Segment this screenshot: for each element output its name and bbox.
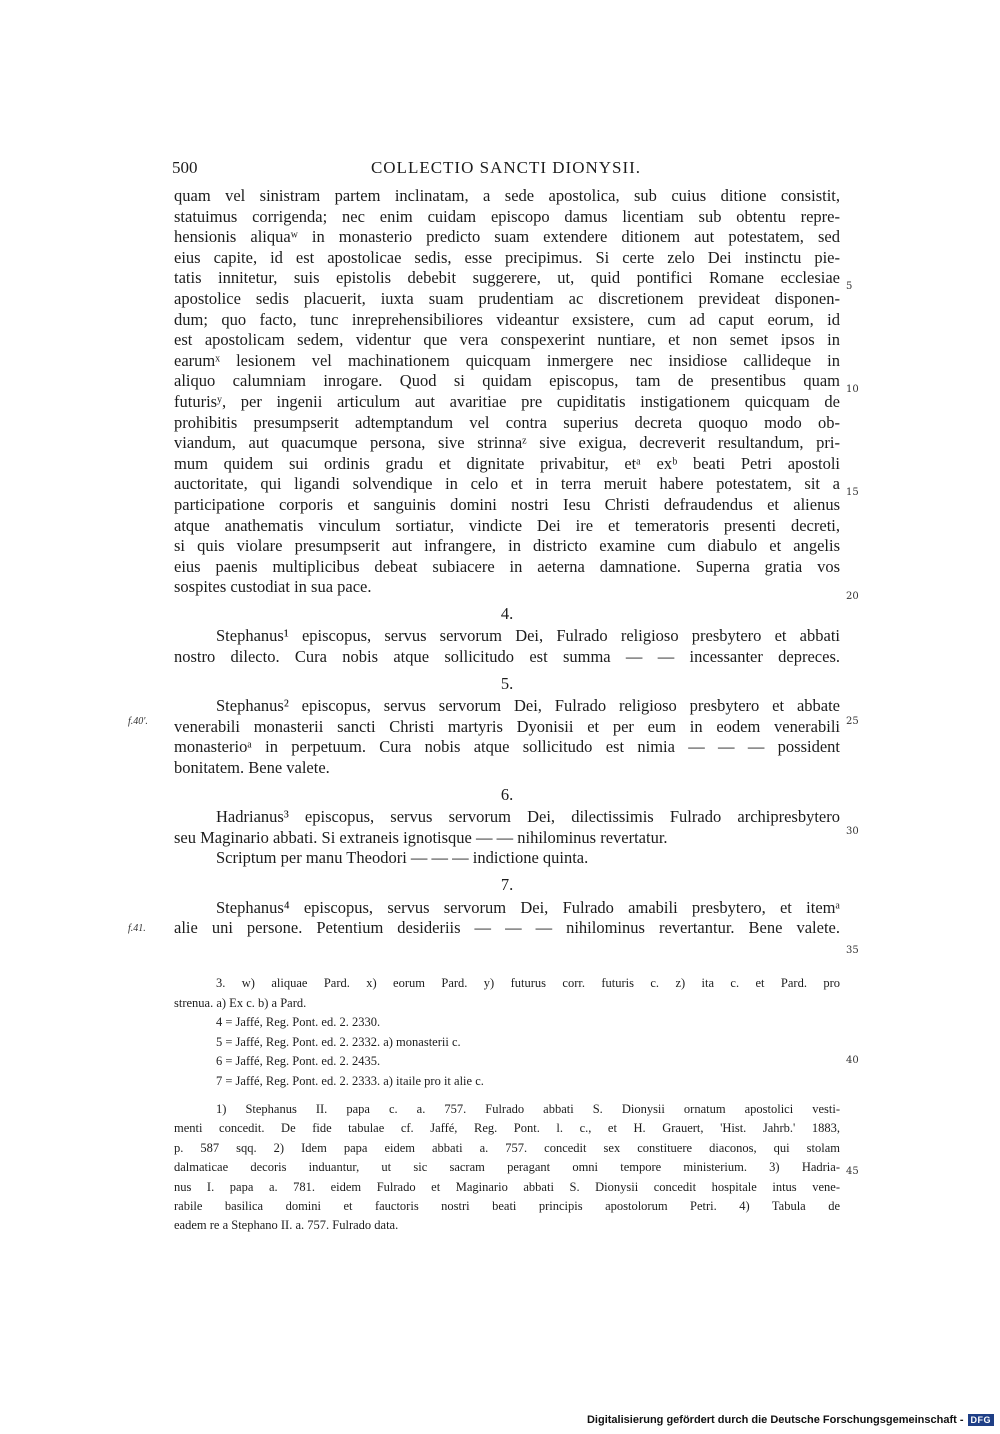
folio-marker: f.41. <box>128 923 146 934</box>
text-line: nostro dilecto. Cura nobis atque sollicitudo est summa — — incessanter depreces. <box>174 647 840 667</box>
text-line: dum; quo facto, tunc inreprehensibiliores videantur exsistere, cum ad caput eorum, id <box>174 309 840 329</box>
running-head <box>172 158 840 180</box>
text-line: venerabili monasterii sancti Christi martyris Dyonisii et per eum in eodem venerabili <box>174 716 840 736</box>
text-line: viandum, aut quacumque persona, sive strinnaᶻ sive exigua, decreverit resultandum, pri- <box>174 433 840 453</box>
footnotes <box>174 1100 840 1236</box>
line-number: 35 <box>846 945 859 956</box>
apparatus-line: 5 = Jaffé, Reg. Pont. ed. 2. 2332. a) monasterii c. <box>216 1034 461 1049</box>
text-line: si quis violare presumpserit aut infrangere, in districto examine cum diabulo et angelis <box>174 536 840 556</box>
text-line: futurisʸ, per ingenii articulum aut avaritiae pre cupiditatis instigationem quicquam de <box>174 391 840 411</box>
footnote-line: menti concedit. De fide tabulae cf. Jaffé, Reg. Pont. l. c., et H. Grauert, 'Hist. Jahrb.' 1883, <box>174 1121 840 1136</box>
line-number: 40 <box>846 1055 859 1066</box>
text-line: hensionis aliquaʷ in monasterio predicto suam extendere ditionem aut potestatem, sed <box>174 227 840 247</box>
text-line: Stephanus² episcopus, servus servorum Dei, Fulrado religioso presbytero et abbate <box>216 696 840 716</box>
apparatus-line: strenua. a) Ex c. b) a Pard. <box>174 995 307 1010</box>
footnote-line: rabile basilica domini et fauctoris nostri beati principis apostolorum Petri. 4) Tabula de <box>174 1198 840 1213</box>
footnote-line: eadem re a Stephano II. a. 757. Fulrado data. <box>174 1218 399 1233</box>
footnote-line: p. 587 sqq. 2) Idem papa eidem abbati a. 757. concedit sex constituere diaconos, qui stolam <box>174 1140 840 1155</box>
line-number: 10 <box>846 384 859 395</box>
digitization-footer <box>587 1412 994 1428</box>
text-line: Scriptum per manu Theodori — — — indictione quinta. <box>216 848 589 868</box>
text-line: earumˣ lesionem vel machinationem quicquam inmergere nec insidiose callideque in <box>174 350 840 370</box>
main-text <box>174 186 840 939</box>
footer-text: Digitalisierung gefördert durch die Deutsche Forschungsgemeinschaft - <box>586 1414 964 1426</box>
section-number: 6. <box>500 784 514 804</box>
text-line: seu Maginario abbati. Si extraneis ignotisque — — nihilominus revertatur. <box>174 827 668 847</box>
text-line: apostolice sedis placuerit, iuxta suam prudentiam ac discretionem prevideat disponen- <box>174 288 840 308</box>
line-number: 25 <box>846 716 859 727</box>
text-line: bonitatem. Bene valete. <box>174 758 330 778</box>
text-line: mum quidem sui ordinis gradu et dignitate privabitur, etᵃ exᵇ beati Petri apostoli <box>174 453 840 473</box>
critical-apparatus <box>174 974 840 1092</box>
text-line: participatione corporis et sanguinis domini nostri Iesu Christi defraudendus et alienus <box>174 494 840 514</box>
apparatus-line: 4 = Jaffé, Reg. Pont. ed. 2. 2330. <box>216 1015 381 1030</box>
text-line: alie uni persone. Petentium desideriis — — — nihilominus revertantur. Bene valete. <box>174 918 840 938</box>
section-number: 4. <box>500 603 514 623</box>
apparatus-line: 3. w) aliquae Pard. x) eorum Pard. y) futurus corr. futuris c. z) ita c. et Pard. pro <box>216 976 840 990</box>
text-line: monasterioᵃ in perpetuum. Cura nobis atque sollicitudo est nimia — — — possident <box>174 737 840 757</box>
text-line: auctoritate, qui ligandi solvendique in celo et in terra meruit habere potestatem, sit a <box>174 474 840 494</box>
line-number: 45 <box>846 1166 859 1177</box>
text-line: prohibitis presumpserit adtemptandum vel contra superius decreta quoquo modo ob- <box>174 412 840 432</box>
folio-marker: f.40'. <box>128 716 148 727</box>
line-number: 20 <box>846 591 859 602</box>
text-line: aliquo calumniam inrogare. Quod si quidam episcopus, tam de presentibus quam <box>174 371 840 391</box>
text-line: atque anathematis vinculum sortiatur, vindicte Dei ire et temeratoris presenti decreti, <box>174 515 840 535</box>
text-line: eius capite, id est apostolicae sedis, esse precipimus. Si certe zelo Dei instinctu pie- <box>174 247 840 267</box>
dfg-logo: DFG <box>968 1414 995 1426</box>
footnote-line: 1) Stephanus II. papa c. a. 757. Fulrado abbati S. Dionysii ornatum apostolici vesti- <box>216 1102 840 1116</box>
footnote-line: dalmaticae decoris induantur, ut sic sacram peragant omni tempore ministerium. 3) Hadria- <box>174 1160 840 1175</box>
apparatus-line: 7 = Jaffé, Reg. Pont. ed. 2. 2333. a) itaile pro it alie c. <box>216 1073 484 1088</box>
text-line: Hadrianus³ episcopus, servus servorum Dei, dilectissimis Fulrado archipresbytero <box>216 807 840 827</box>
section-number: 5. <box>500 673 514 693</box>
section-number: 7. <box>500 875 514 894</box>
page-title: COLLECTIO SANCTI DIONYSII. <box>370 158 642 177</box>
text-line: eius paenis multiplicibus debeat subiacere in aeterna damnatione. Superna gratia vos <box>174 556 840 576</box>
page-number: 500 <box>172 158 198 177</box>
text-line: Stephanus¹ episcopus, servus servorum Dei, Fulrado religioso presbytero et abbati <box>216 626 840 646</box>
text-line: Stephanus⁴ episcopus, servus servorum Dei, Fulrado amabili presbytero, et itemᵃ <box>216 897 840 917</box>
line-number: 30 <box>846 826 859 837</box>
text-line: quam vel sinistram partem inclinatam, a sede apostolica, sub cuius ditione consistit, <box>174 186 840 205</box>
footnote-line: nus I. papa a. 781. eidem Fulrado et Maginario abbati S. Dionysii concedit hospitale intus vene- <box>174 1179 840 1194</box>
text-line: tatis innitetur, suis epistolis debebit suggerere, ut, quid pontifici Romane ecclesiae <box>174 268 840 288</box>
text-line: sospites custodiat in sua pace. <box>174 577 372 597</box>
text-line: est apostolicam sedem, videntur que vera conspexerint nuntiare, et non semet ipsos in <box>174 330 840 350</box>
text-line: statuimus corrigenda; nec enim cuidam episcopo damus licentiam sub obtentu repre- <box>174 206 840 226</box>
line-number: 15 <box>846 487 859 498</box>
apparatus-line: 6 = Jaffé, Reg. Pont. ed. 2. 2435. <box>216 1054 381 1069</box>
line-number: 5 <box>846 281 853 292</box>
